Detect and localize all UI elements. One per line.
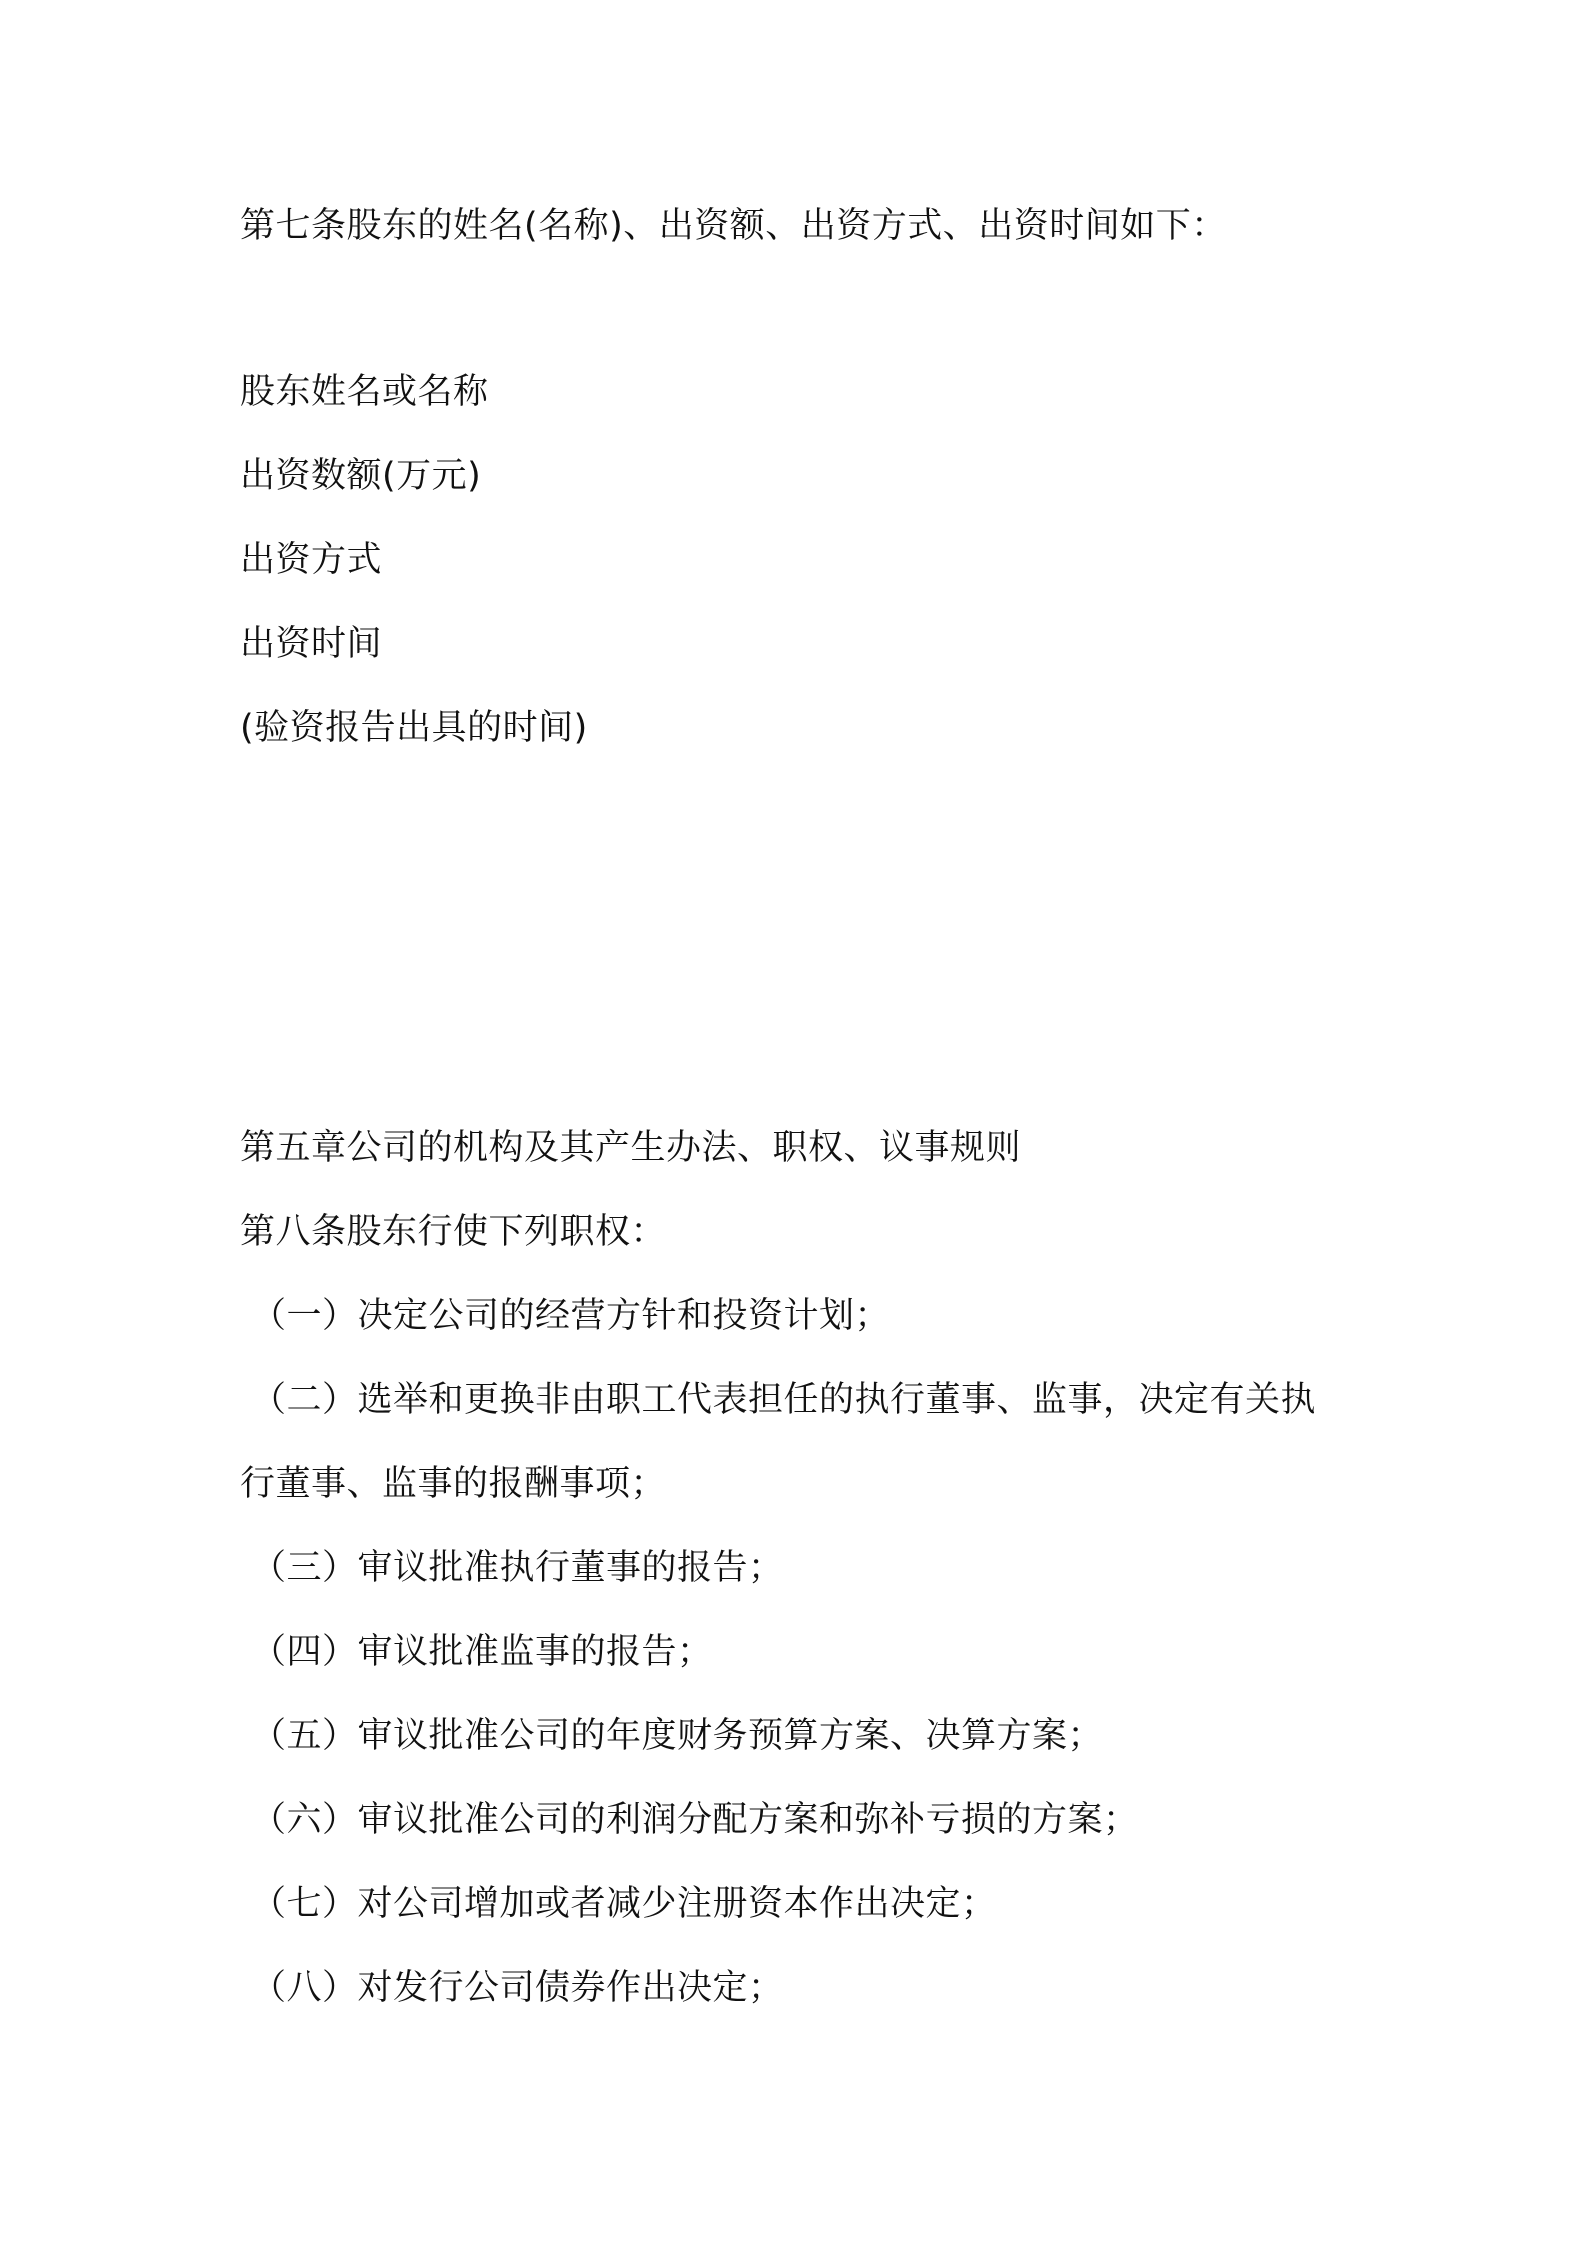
list-item: （六）审议批准公司的利润分配方案和弥补亏损的方案； <box>251 1800 1139 1840</box>
field-contribution-amount: 出资数额(万元) <box>240 456 482 496</box>
field-shareholder-name: 股东姓名或名称 <box>240 372 489 412</box>
chapter-5-title: 第五章公司的机构及其产生办法、职权、议事规则 <box>240 1128 1022 1168</box>
field-verification-note: (验资报告出具的时间) <box>240 708 588 748</box>
field-contribution-method: 出资方式 <box>240 540 383 580</box>
list-item: （三）审议批准执行董事的报告； <box>251 1548 784 1588</box>
list-item: （二）选举和更换非由职工代表担任的执行董事、监事，决定有关执 <box>251 1380 1317 1420</box>
list-item: （七）对公司增加或者减少注册资本作出决定； <box>251 1884 997 1924</box>
list-item: （一）决定公司的经营方针和投资计划； <box>251 1296 891 1336</box>
list-item: （八）对发行公司债券作出决定； <box>251 1968 784 2008</box>
list-item-continuation: 行董事、监事的报酬事项； <box>240 1464 667 1504</box>
list-item: （五）审议批准公司的年度财务预算方案、决算方案； <box>251 1716 1104 1756</box>
article-7-heading: 第七条股东的姓名(名称)、出资额、出资方式、出资时间如下： <box>240 206 1227 246</box>
list-item: （四）审议批准监事的报告； <box>251 1632 713 1672</box>
field-contribution-time: 出资时间 <box>240 624 383 664</box>
article-8-heading: 第八条股东行使下列职权： <box>240 1212 667 1252</box>
